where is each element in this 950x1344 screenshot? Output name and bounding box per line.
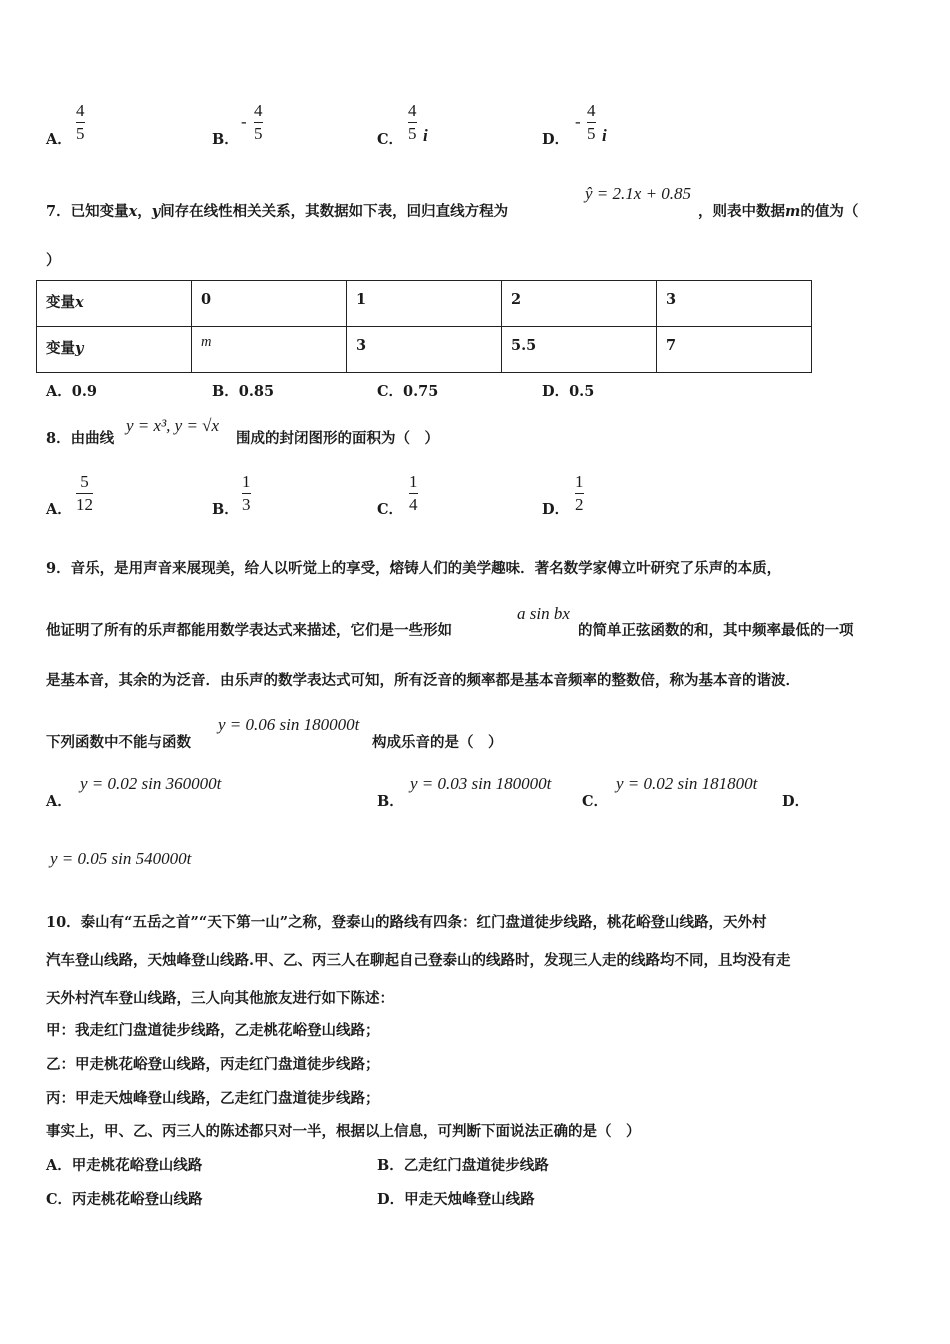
q7-stem-part4: 的值为（ bbox=[800, 203, 859, 220]
q8-option-b-letter[interactable]: B． bbox=[212, 501, 239, 518]
table-cell: 2 bbox=[502, 281, 657, 327]
q7-data-table bbox=[36, 280, 812, 373]
q7-option-c[interactable]: C．0.75 bbox=[377, 383, 439, 400]
q7-stem-part2: 间存在线性相关关系，其数据如下表，回归直线方程为 bbox=[160, 203, 509, 220]
q7-stem-part3: ，则表中数据 bbox=[698, 203, 785, 220]
q10-option-d[interactable]: D．甲走天烛峰登山线路 bbox=[377, 1191, 535, 1208]
q6-option-d-unit: i bbox=[602, 126, 607, 145]
q6-option-b-sign: - bbox=[241, 112, 247, 131]
q8-stem-part2: 围成的封闭图形的面积为（ ） bbox=[236, 430, 439, 447]
q10-line7: 事实上，甲、乙、丙三人的陈述都只对一半，根据以上信息，可判断下面说法正确的是（ ） bbox=[46, 1123, 641, 1140]
q8-option-b-fraction: 1 3 bbox=[242, 472, 251, 514]
table-cell: 0 bbox=[192, 281, 347, 327]
q9-option-d-letter[interactable]: D． bbox=[782, 793, 810, 810]
q7-option-a[interactable]: A．0.9 bbox=[46, 383, 97, 400]
q9-line1: 9．音乐，是用声音来展现美，给人以听觉上的享受，熔铸人们的美学趣味．著名数学家傅立叶研究了乐声的本质， bbox=[46, 560, 782, 577]
q10-option-c[interactable]: C．丙走桃花峪登山线路 bbox=[46, 1191, 203, 1208]
q7-regression-equation: ŷ = 2.1x + 0.85 bbox=[585, 184, 692, 203]
q7-stem-close: ） bbox=[46, 252, 61, 269]
q7-option-b[interactable]: B．0.85 bbox=[212, 383, 275, 400]
q7-var-m: m bbox=[785, 203, 801, 220]
q9-line4-part2: 构成乐音的是（ ） bbox=[372, 734, 503, 751]
q8-option-c-fraction: 1 4 bbox=[409, 472, 418, 514]
q9-line4-part1: 下列函数中不能与函数 bbox=[46, 734, 191, 751]
q7-option-d[interactable]: D．0.5 bbox=[542, 383, 595, 400]
q6-option-c-unit: i bbox=[423, 126, 428, 145]
q6-option-d-sign: - bbox=[575, 112, 581, 131]
q9-base-function: y = 0.06 sin 180000t bbox=[218, 715, 360, 734]
q10-statement-jia: 甲：我走红门盘道徒步线路，乙走桃花峪登山线路； bbox=[46, 1022, 380, 1039]
q7-stem-part1: 7．已知变量 bbox=[46, 203, 129, 220]
table-cell: 5.5 bbox=[502, 327, 657, 373]
table-cell-header: 变量y bbox=[37, 327, 192, 373]
q9-option-d-expr: y = 0.05 sin 540000t bbox=[50, 849, 192, 868]
q10-statement-yi: 乙：甲走桃花峪登山线路，丙走红门盘道徒步线路； bbox=[46, 1056, 380, 1073]
q10-statement-bing: 丙：甲走天烛峰登山线路，乙走红门盘道徒步线路； bbox=[46, 1090, 380, 1107]
q8-option-a-letter[interactable]: A． bbox=[46, 501, 72, 518]
q9-sine-expression: a sin bx bbox=[517, 604, 570, 623]
q7-stem bbox=[46, 200, 508, 221]
table-cell: 3 bbox=[347, 327, 502, 373]
q6-option-d-fraction: 4 5 bbox=[587, 101, 596, 143]
table-cell: 7 bbox=[657, 327, 812, 373]
q6-option-d-letter[interactable]: D． bbox=[542, 131, 570, 148]
q9-option-a-expr: y = 0.02 sin 360000t bbox=[80, 774, 222, 793]
q8-option-d-letter[interactable]: D． bbox=[542, 501, 570, 518]
q10-line1: 10．泰山有“五岳之首”“天下第一山”之称，登泰山的路线有四条：红门盘道徒步线路，桃花峪登山线路，天外村 bbox=[46, 914, 767, 931]
q7-comma: ， bbox=[137, 203, 152, 220]
q8-option-a-fraction: 5 12 bbox=[76, 472, 93, 514]
q9-line3: 是基本音，其余的为泛音．由乐声的数学表达式可知，所有泛音的频率都是基本音频率的整数倍，称为基本音的谐波． bbox=[46, 672, 800, 689]
q9-option-b-letter[interactable]: B． bbox=[377, 793, 404, 810]
q8-curves: y = x³, y = √x bbox=[126, 416, 220, 435]
q8-stem-part1: 8．由曲线 bbox=[46, 430, 115, 447]
table-cell: m bbox=[192, 327, 347, 373]
q8-option-c-letter[interactable]: C． bbox=[377, 501, 404, 518]
q9-option-a-letter[interactable]: A． bbox=[46, 793, 72, 810]
q6-option-a-fraction: 4 5 bbox=[76, 101, 85, 143]
q6-option-c-letter[interactable]: C． bbox=[377, 131, 404, 148]
q6-option-b-fraction: 4 5 bbox=[254, 101, 263, 143]
q10-line3: 天外村汽车登山线路，三人向其他旅友进行如下陈述： bbox=[46, 990, 394, 1007]
table-cell-header: 变量x bbox=[37, 281, 192, 327]
q9-option-c-expr: y = 0.02 sin 181800t bbox=[616, 774, 758, 793]
q6-option-a-letter[interactable]: A． bbox=[46, 131, 72, 148]
q6-option-c-fraction: 4 5 bbox=[408, 101, 417, 143]
table-cell: 3 bbox=[657, 281, 812, 327]
q8-option-d-fraction: 1 2 bbox=[575, 472, 584, 514]
q10-line2: 汽车登山线路，天烛峰登山线路.甲、乙、丙三人在聊起自己登泰山的线路时，发现三人走的线路均不同，且均没有走 bbox=[46, 952, 791, 969]
q6-option-b-letter[interactable]: B． bbox=[212, 131, 239, 148]
table-cell: 1 bbox=[347, 281, 502, 327]
q10-option-b[interactable]: B．乙走红门盘道徒步线路 bbox=[377, 1157, 549, 1174]
q9-option-b-expr: y = 0.03 sin 180000t bbox=[410, 774, 552, 793]
q10-option-a[interactable]: A．甲走桃花峪登山线路 bbox=[46, 1157, 203, 1174]
q7-var-y: y bbox=[151, 203, 161, 220]
q9-line2-part2: 的简单正弦函数的和，其中频率最低的一项 bbox=[578, 622, 854, 639]
q7-var-x: x bbox=[128, 203, 138, 220]
q7-stem-tail bbox=[698, 200, 858, 221]
q9-option-c-letter[interactable]: C． bbox=[582, 793, 609, 810]
table-row bbox=[37, 327, 812, 373]
q9-line2-part1: 他证明了所有的乐声都能用数学表达式来描述，它们是一些形如 bbox=[46, 622, 452, 639]
table-row bbox=[37, 281, 812, 327]
